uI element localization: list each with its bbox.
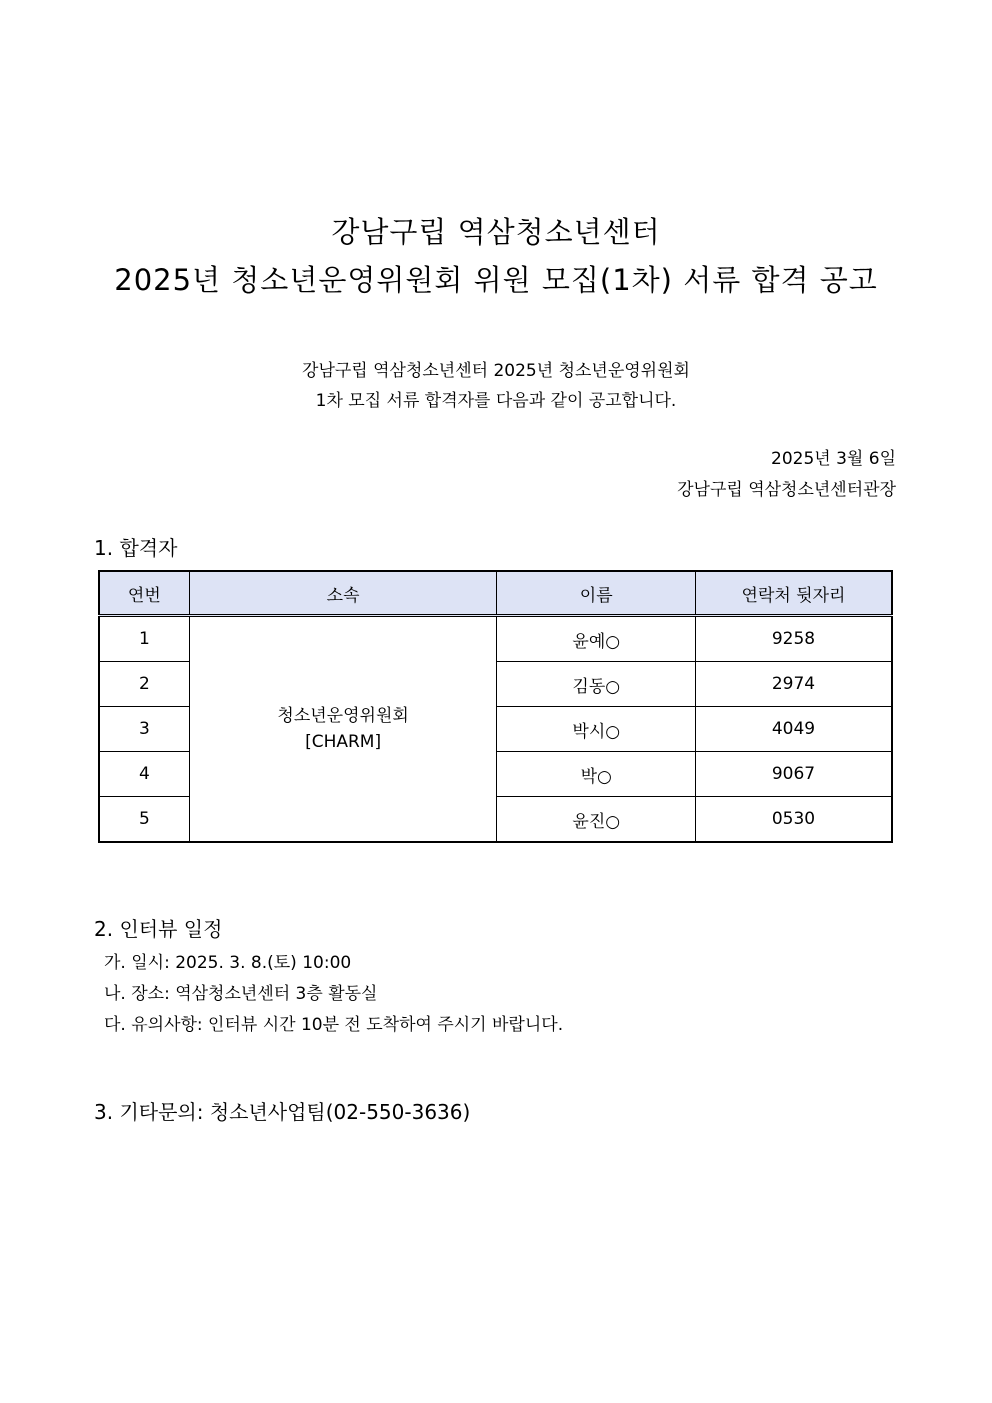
affiliation-name: 청소년운영위원회 (277, 706, 409, 726)
title-line-1: 강남구립 역삼청소년센터 (331, 215, 661, 249)
affiliation-sub: [CHARM] (305, 732, 382, 752)
column-header-no: 연번 (99, 571, 189, 616)
column-header-affiliation: 소속 (189, 571, 497, 616)
cell-name: 박○ (497, 752, 696, 797)
intro-line-1: 강남구립 역삼청소년센터 2025년 청소년운영위원회 (302, 361, 690, 381)
cell-name: 윤예○ (497, 616, 696, 662)
cell-no: 3 (99, 707, 189, 752)
cell-no: 4 (99, 752, 189, 797)
cell-name: 김동○ (497, 662, 696, 707)
table-row (99, 616, 892, 662)
interview-notice: 다. 유의사항: 인터뷰 시간 10분 전 도착하여 주시기 바랍니다. (104, 1015, 564, 1035)
cell-no: 2 (99, 662, 189, 707)
section-2-heading: 2. 인터뷰 일정 (94, 917, 223, 941)
cell-phone: 4049 (695, 707, 892, 752)
cell-phone: 2974 (695, 662, 892, 707)
cell-no: 5 (99, 797, 189, 843)
cell-no: 1 (99, 616, 189, 662)
section-1-heading: 1. 합격자 (94, 536, 178, 560)
result-table (98, 570, 893, 843)
title-line-2: 2025년 청소년운영위원회 위원 모집(1차) 서류 합격 공고 (114, 263, 878, 297)
table-header-row (99, 571, 892, 616)
cell-phone: 0530 (695, 797, 892, 843)
cell-affiliation (189, 616, 497, 843)
cell-name: 박시○ (497, 707, 696, 752)
column-header-phone: 연락처 뒷자리 (695, 571, 892, 616)
column-header-name: 이름 (497, 571, 696, 616)
interview-location: 나. 장소: 역삼청소년센터 3층 활동실 (104, 984, 378, 1004)
intro-line-2: 1차 모집 서류 합격자를 다음과 같이 공고합니다. (315, 391, 677, 411)
cell-phone: 9067 (695, 752, 892, 797)
section-3-contact: 3. 기타문의: 청소년사업팀(02-550-3636) (94, 1100, 471, 1124)
issue-date: 2025년 3월 6일 (771, 449, 896, 469)
cell-name: 윤진○ (497, 797, 696, 843)
issuer-org: 강남구립 역삼청소년센터관장 (677, 480, 896, 500)
interview-datetime: 가. 일시: 2025. 3. 8.(토) 10:00 (104, 953, 352, 973)
cell-phone: 9258 (695, 616, 892, 662)
